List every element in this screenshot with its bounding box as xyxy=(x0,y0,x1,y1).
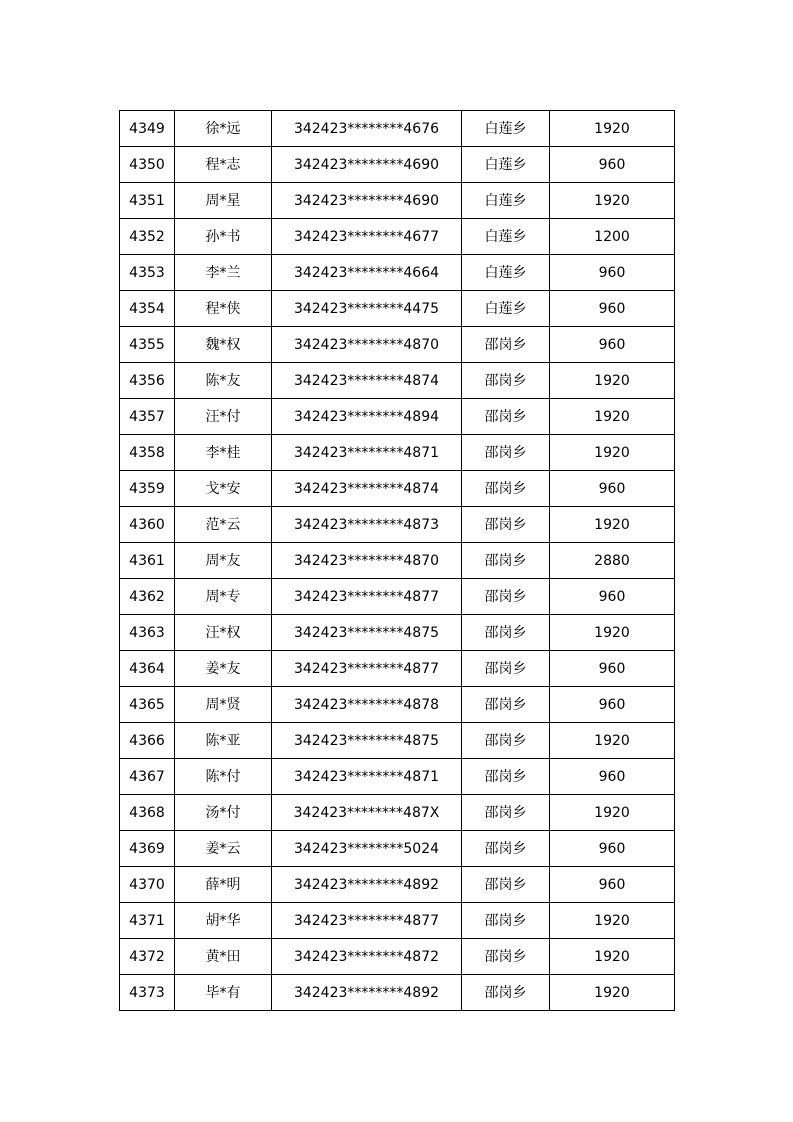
id-number: 342423********4664 xyxy=(272,255,462,291)
amount: 960 xyxy=(550,147,675,183)
township: 白莲乡 xyxy=(462,147,550,183)
table-row xyxy=(120,363,675,399)
person-name: 程*侠 xyxy=(175,291,272,327)
township: 邵岗乡 xyxy=(462,903,550,939)
amount: 1920 xyxy=(550,183,675,219)
row-number: 4370 xyxy=(120,867,175,903)
amount: 1920 xyxy=(550,903,675,939)
id-number: 342423********5024 xyxy=(272,831,462,867)
person-name: 周*专 xyxy=(175,579,272,615)
id-number: 342423********4892 xyxy=(272,867,462,903)
amount: 960 xyxy=(550,327,675,363)
person-name: 陈*友 xyxy=(175,363,272,399)
row-number: 4352 xyxy=(120,219,175,255)
township: 白莲乡 xyxy=(462,255,550,291)
township: 邵岗乡 xyxy=(462,831,550,867)
row-number: 4360 xyxy=(120,507,175,543)
row-number: 4373 xyxy=(120,975,175,1011)
township: 邵岗乡 xyxy=(462,975,550,1011)
id-number: 342423********4878 xyxy=(272,687,462,723)
person-name: 孙*书 xyxy=(175,219,272,255)
id-number: 342423********4874 xyxy=(272,471,462,507)
person-name: 李*桂 xyxy=(175,435,272,471)
person-name: 周*星 xyxy=(175,183,272,219)
id-number: 342423********4871 xyxy=(272,435,462,471)
township: 白莲乡 xyxy=(462,111,550,147)
row-number: 4363 xyxy=(120,615,175,651)
row-number: 4365 xyxy=(120,687,175,723)
id-number: 342423********4877 xyxy=(272,903,462,939)
amount: 1920 xyxy=(550,615,675,651)
amount: 1920 xyxy=(550,723,675,759)
person-name: 汪*权 xyxy=(175,615,272,651)
table-row xyxy=(120,579,675,615)
table-row xyxy=(120,615,675,651)
table-row xyxy=(120,795,675,831)
row-number: 4356 xyxy=(120,363,175,399)
person-name: 毕*有 xyxy=(175,975,272,1011)
row-number: 4366 xyxy=(120,723,175,759)
township: 邵岗乡 xyxy=(462,543,550,579)
person-name: 周*友 xyxy=(175,543,272,579)
row-number: 4349 xyxy=(120,111,175,147)
township: 邵岗乡 xyxy=(462,615,550,651)
table-row xyxy=(120,471,675,507)
township: 邵岗乡 xyxy=(462,687,550,723)
person-name: 陈*亚 xyxy=(175,723,272,759)
id-number: 342423********487X xyxy=(272,795,462,831)
township: 邵岗乡 xyxy=(462,651,550,687)
person-name: 周*贤 xyxy=(175,687,272,723)
row-number: 4355 xyxy=(120,327,175,363)
table-row xyxy=(120,507,675,543)
id-number: 342423********4677 xyxy=(272,219,462,255)
id-number: 342423********4690 xyxy=(272,183,462,219)
person-name: 范*云 xyxy=(175,507,272,543)
person-name: 汤*付 xyxy=(175,795,272,831)
table-row xyxy=(120,867,675,903)
id-number: 342423********4475 xyxy=(272,291,462,327)
person-name: 李*兰 xyxy=(175,255,272,291)
township: 邵岗乡 xyxy=(462,939,550,975)
table-row xyxy=(120,291,675,327)
id-number: 342423********4894 xyxy=(272,399,462,435)
township: 邵岗乡 xyxy=(462,579,550,615)
person-name: 魏*权 xyxy=(175,327,272,363)
table-row xyxy=(120,975,675,1011)
id-number: 342423********4875 xyxy=(272,615,462,651)
table-row xyxy=(120,327,675,363)
table-row xyxy=(120,183,675,219)
row-number: 4351 xyxy=(120,183,175,219)
amount: 1920 xyxy=(550,399,675,435)
row-number: 4361 xyxy=(120,543,175,579)
township: 白莲乡 xyxy=(462,183,550,219)
township: 邵岗乡 xyxy=(462,507,550,543)
table-row xyxy=(120,903,675,939)
records-table xyxy=(119,110,675,1011)
row-number: 4359 xyxy=(120,471,175,507)
table-row xyxy=(120,219,675,255)
table-row xyxy=(120,687,675,723)
row-number: 4353 xyxy=(120,255,175,291)
amount: 1200 xyxy=(550,219,675,255)
person-name: 徐*远 xyxy=(175,111,272,147)
id-number: 342423********4874 xyxy=(272,363,462,399)
row-number: 4372 xyxy=(120,939,175,975)
amount: 1920 xyxy=(550,975,675,1011)
amount: 960 xyxy=(550,687,675,723)
township: 邵岗乡 xyxy=(462,867,550,903)
row-number: 4364 xyxy=(120,651,175,687)
id-number: 342423********4873 xyxy=(272,507,462,543)
id-number: 342423********4676 xyxy=(272,111,462,147)
table-row xyxy=(120,399,675,435)
township: 邵岗乡 xyxy=(462,795,550,831)
table-row xyxy=(120,939,675,975)
amount: 1920 xyxy=(550,507,675,543)
person-name: 薛*明 xyxy=(175,867,272,903)
id-number: 342423********4877 xyxy=(272,579,462,615)
id-number: 342423********4875 xyxy=(272,723,462,759)
amount: 1920 xyxy=(550,435,675,471)
amount: 960 xyxy=(550,867,675,903)
township: 邵岗乡 xyxy=(462,759,550,795)
person-name: 胡*华 xyxy=(175,903,272,939)
table-row xyxy=(120,255,675,291)
amount: 1920 xyxy=(550,363,675,399)
township: 邵岗乡 xyxy=(462,399,550,435)
id-number: 342423********4892 xyxy=(272,975,462,1011)
township: 邵岗乡 xyxy=(462,363,550,399)
amount: 960 xyxy=(550,831,675,867)
person-name: 姜*友 xyxy=(175,651,272,687)
township: 邵岗乡 xyxy=(462,471,550,507)
table-row xyxy=(120,543,675,579)
row-number: 4350 xyxy=(120,147,175,183)
table-row xyxy=(120,147,675,183)
township: 白莲乡 xyxy=(462,291,550,327)
table-row xyxy=(120,759,675,795)
row-number: 4362 xyxy=(120,579,175,615)
amount: 1920 xyxy=(550,795,675,831)
township: 邵岗乡 xyxy=(462,327,550,363)
row-number: 4367 xyxy=(120,759,175,795)
row-number: 4358 xyxy=(120,435,175,471)
person-name: 黄*田 xyxy=(175,939,272,975)
amount: 2880 xyxy=(550,543,675,579)
person-name: 程*志 xyxy=(175,147,272,183)
row-number: 4357 xyxy=(120,399,175,435)
township: 白莲乡 xyxy=(462,219,550,255)
amount: 1920 xyxy=(550,111,675,147)
records-table-body xyxy=(120,111,675,1011)
id-number: 342423********4870 xyxy=(272,543,462,579)
row-number: 4369 xyxy=(120,831,175,867)
id-number: 342423********4877 xyxy=(272,651,462,687)
amount: 1920 xyxy=(550,939,675,975)
person-name: 汪*付 xyxy=(175,399,272,435)
table-row xyxy=(120,111,675,147)
amount: 960 xyxy=(550,471,675,507)
row-number: 4371 xyxy=(120,903,175,939)
table-row xyxy=(120,651,675,687)
table-row xyxy=(120,723,675,759)
row-number: 4368 xyxy=(120,795,175,831)
id-number: 342423********4870 xyxy=(272,327,462,363)
township: 邵岗乡 xyxy=(462,435,550,471)
row-number: 4354 xyxy=(120,291,175,327)
person-name: 陈*付 xyxy=(175,759,272,795)
table-row xyxy=(120,831,675,867)
table-row xyxy=(120,435,675,471)
amount: 960 xyxy=(550,651,675,687)
person-name: 姜*云 xyxy=(175,831,272,867)
township: 邵岗乡 xyxy=(462,723,550,759)
amount: 960 xyxy=(550,291,675,327)
id-number: 342423********4871 xyxy=(272,759,462,795)
person-name: 戈*安 xyxy=(175,471,272,507)
id-number: 342423********4872 xyxy=(272,939,462,975)
amount: 960 xyxy=(550,759,675,795)
id-number: 342423********4690 xyxy=(272,147,462,183)
amount: 960 xyxy=(550,579,675,615)
amount: 960 xyxy=(550,255,675,291)
